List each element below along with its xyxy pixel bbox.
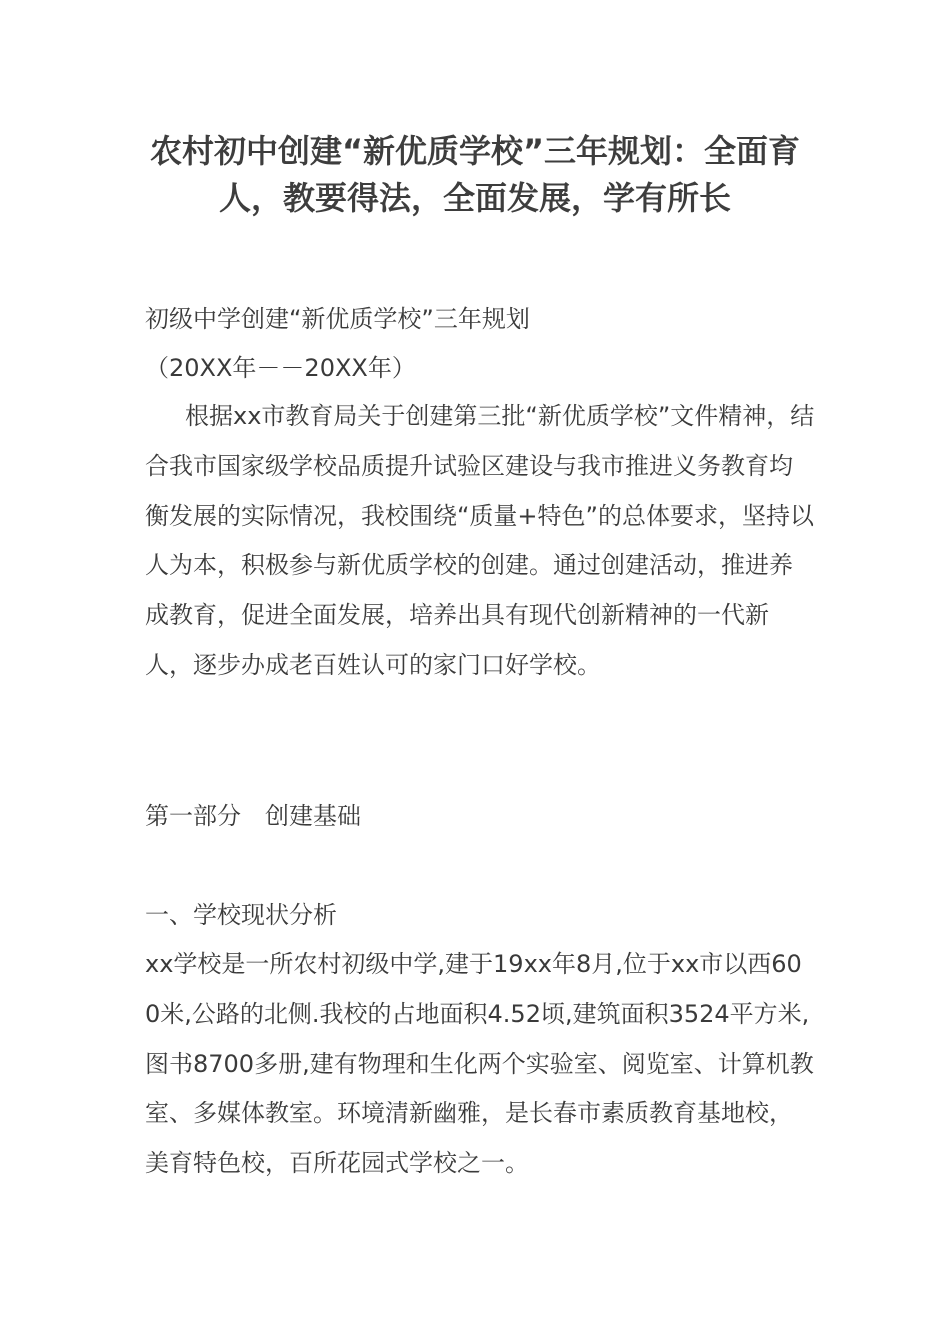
document-title: 农村初中创建“新优质学校”三年规划：全面育人，教要得法，全面发展，学有所长 [149,132,801,217]
section-body: xx学校是一所农村初级中学,建于19xx年8月,位于xx市以西600米,公路的北侧.我校的占地面积4.52顷,建筑面积3524平方米,图书8700多册,建有物理和生化两个实验室、阅览室、计算机教室、多媒体教室。环境清新幽雅，是长春市素质教育基地校，美育特色校，百所花园式学校之一。 [145,950,814,1178]
intro-paragraph: 根据xx市教育局关于创建第三批“新优质学校”文件精神，结合我市国家级学校品质提升试验区建设与我市推进义务教育均衡发展的实际情况，我校围绕“质量+特色”的总体要求，坚持以人为本，积极参与新优质学校的创建。通过创建活动，推进养成教育，促进全面发展，培养出具有现代创新精神的一代新人，逐步办成老百姓认可的家门口好学校。 [145,402,815,679]
part-heading: 第一部分 创建基础 [145,802,361,830]
section-heading: 一、学校现状分析 [145,901,337,929]
document-subtitle: 初级中学创建“新优质学校”三年规划 [145,305,530,333]
planning-period: （20XX年－－20XX年） [145,354,416,382]
